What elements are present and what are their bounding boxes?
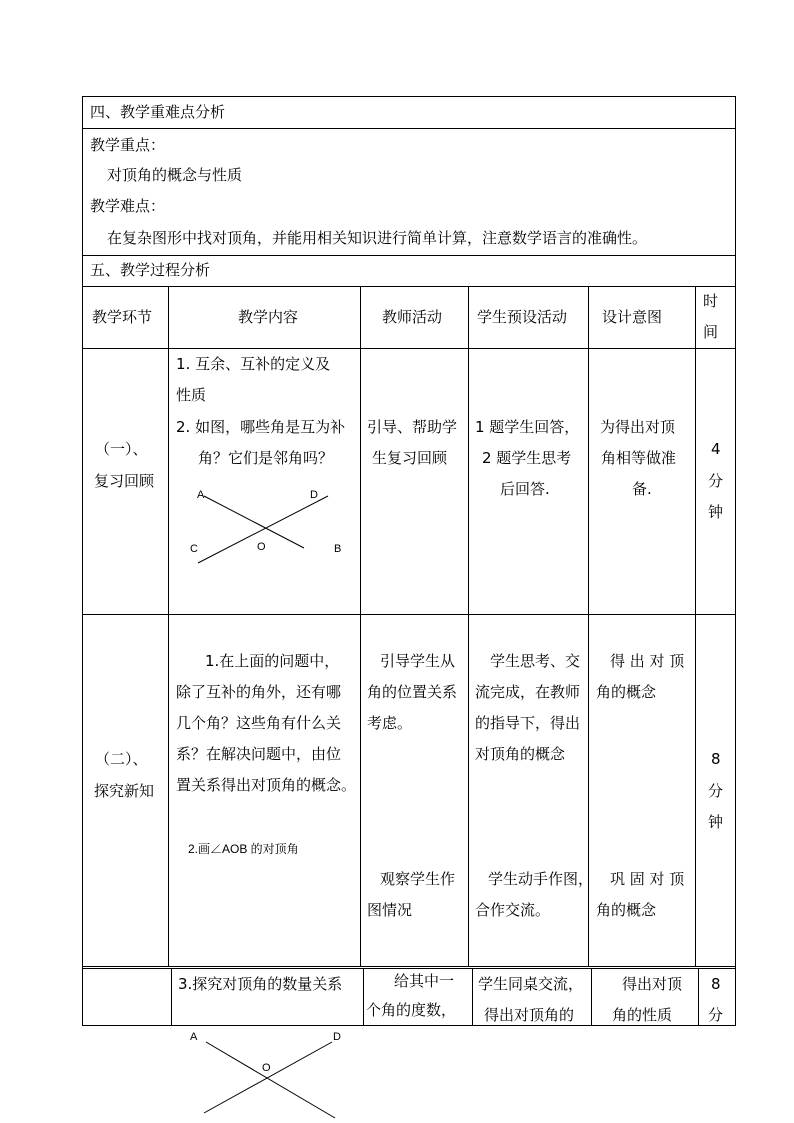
row1-stage-2: 复习回顾 — [94, 472, 155, 490]
row1-student-3: 后回答. — [500, 480, 550, 498]
label-b: B — [334, 543, 342, 555]
row1-content-1a: 1. 互余、互补的定义及 — [176, 355, 331, 373]
header-student: 学生预设活动 — [477, 308, 568, 326]
row1-teacher-2: 生复习回顾 — [372, 449, 448, 467]
row2-teacher-3: 考虑。 — [367, 714, 413, 732]
header-time-2: 间 — [703, 323, 719, 341]
row3-time-1: 8 — [711, 975, 721, 993]
focus-label: 教学重点： — [90, 136, 166, 154]
row2-teacher-5: 图情况 — [367, 901, 413, 919]
row2-content-4: 系？在解决问题中，由位 — [176, 745, 342, 763]
label-o: O — [262, 1062, 271, 1074]
header-intent: 设计意图 — [602, 308, 663, 326]
label-c: C — [190, 543, 198, 555]
row3-intent-1: 得出对顶 — [622, 975, 683, 993]
row1-intent-2: 角相等做准 — [601, 449, 677, 467]
row2-student-4: 对顶角的概念 — [475, 745, 566, 763]
row2-intent-2: 角的概念 — [596, 683, 657, 701]
header-time-1: 时 — [703, 292, 719, 310]
row1-time-3: 钟 — [708, 503, 724, 521]
row1-time-1: 4 — [711, 440, 721, 458]
row3-student-1: 学生同桌交流， — [478, 975, 584, 993]
row3-student-2: 得出对顶角的 — [484, 1006, 575, 1024]
row2-student-3: 的指导下，得出 — [475, 714, 581, 732]
difficulty-text: 在复杂图形中找对顶角，并能用相关知识进行简单计算，注意数学语言的准确性。 — [107, 229, 648, 247]
row3-teacher-2: 个角的度数， — [366, 1001, 457, 1019]
row2-time-2: 分 — [708, 782, 724, 800]
row2-teacher-4: 观察学生作 — [380, 870, 456, 888]
line-a — [206, 1042, 335, 1118]
row1-intent-3: 备. — [632, 480, 652, 498]
row2-student-5: 学生动手作图， — [488, 870, 594, 888]
label-a: A — [197, 489, 205, 501]
row2-intent-3: 巩 固 对 顶 — [610, 870, 685, 888]
vertical-angles-figure — [180, 1025, 350, 1123]
row2-time-3: 钟 — [708, 813, 724, 831]
label-a: A — [190, 1031, 198, 1043]
label-o: O — [257, 541, 266, 553]
row2-student-6: 合作交流。 — [475, 901, 551, 919]
section-5-title: 五、教学过程分析 — [90, 261, 211, 279]
row2-stage-1: （二）、 — [95, 750, 148, 768]
row1-intent-1: 为得出对顶 — [600, 418, 676, 436]
label-d: D — [310, 489, 318, 501]
row1-content-2b: 角？它们是邻角吗？ — [198, 449, 334, 467]
row1-content-2a: 2. 如图，哪些角是互为补 — [176, 418, 346, 436]
row2-content-6: 2.画∠AOB 的对顶角 — [188, 842, 299, 856]
row2-content-5: 置关系得出对顶角的概念。 — [176, 776, 357, 794]
row2-teacher-2: 角的位置关系 — [367, 683, 458, 701]
row2-student-2: 流完成，在教师 — [475, 683, 581, 701]
row2-teacher-1: 引导学生从 — [380, 652, 456, 670]
header-teacher: 教师活动 — [382, 308, 443, 326]
row1-teacher-1: 引导、帮助学 — [367, 418, 458, 436]
row3-intent-2: 角的性质 — [612, 1006, 673, 1024]
focus-text: 对顶角的概念与性质 — [107, 166, 243, 184]
row3-teacher-1: 给其中一 — [394, 972, 455, 990]
header-content: 教学内容 — [238, 308, 299, 326]
row2-time-1: 8 — [711, 750, 721, 768]
row2-content-1: 1.在上面的问题中， — [205, 652, 340, 670]
row3-time-2: 分 — [708, 1006, 724, 1024]
row1-time-2: 分 — [708, 472, 724, 490]
row2-intent-1: 得 出 对 顶 — [610, 652, 685, 670]
row1-student-2: 2 题学生思考 — [482, 449, 572, 467]
line-ab — [204, 496, 304, 548]
section-4-title: 四、教学重难点分析 — [90, 103, 226, 121]
row1-content-1b: 性质 — [176, 386, 207, 404]
row2-content-3: 几个角？这些角有什么关 — [176, 714, 342, 732]
header-stage: 教学环节 — [92, 308, 153, 326]
row1-student-1: 1 题学生回答， — [475, 418, 580, 436]
row2-stage-2: 探究新知 — [94, 782, 155, 800]
row2-content-2: 除了互补的角外，还有哪 — [176, 683, 342, 701]
row2-student-1: 学生思考、交 — [490, 652, 581, 670]
row2-intent-4: 角的概念 — [596, 901, 657, 919]
row1-stage-1: （一）、 — [95, 440, 148, 458]
intersecting-lines-figure — [180, 482, 350, 572]
label-d: D — [333, 1031, 341, 1043]
row3-content-1: 3.探究对顶角的数量关系 — [178, 975, 343, 993]
difficulty-label: 教学难点： — [90, 197, 166, 215]
